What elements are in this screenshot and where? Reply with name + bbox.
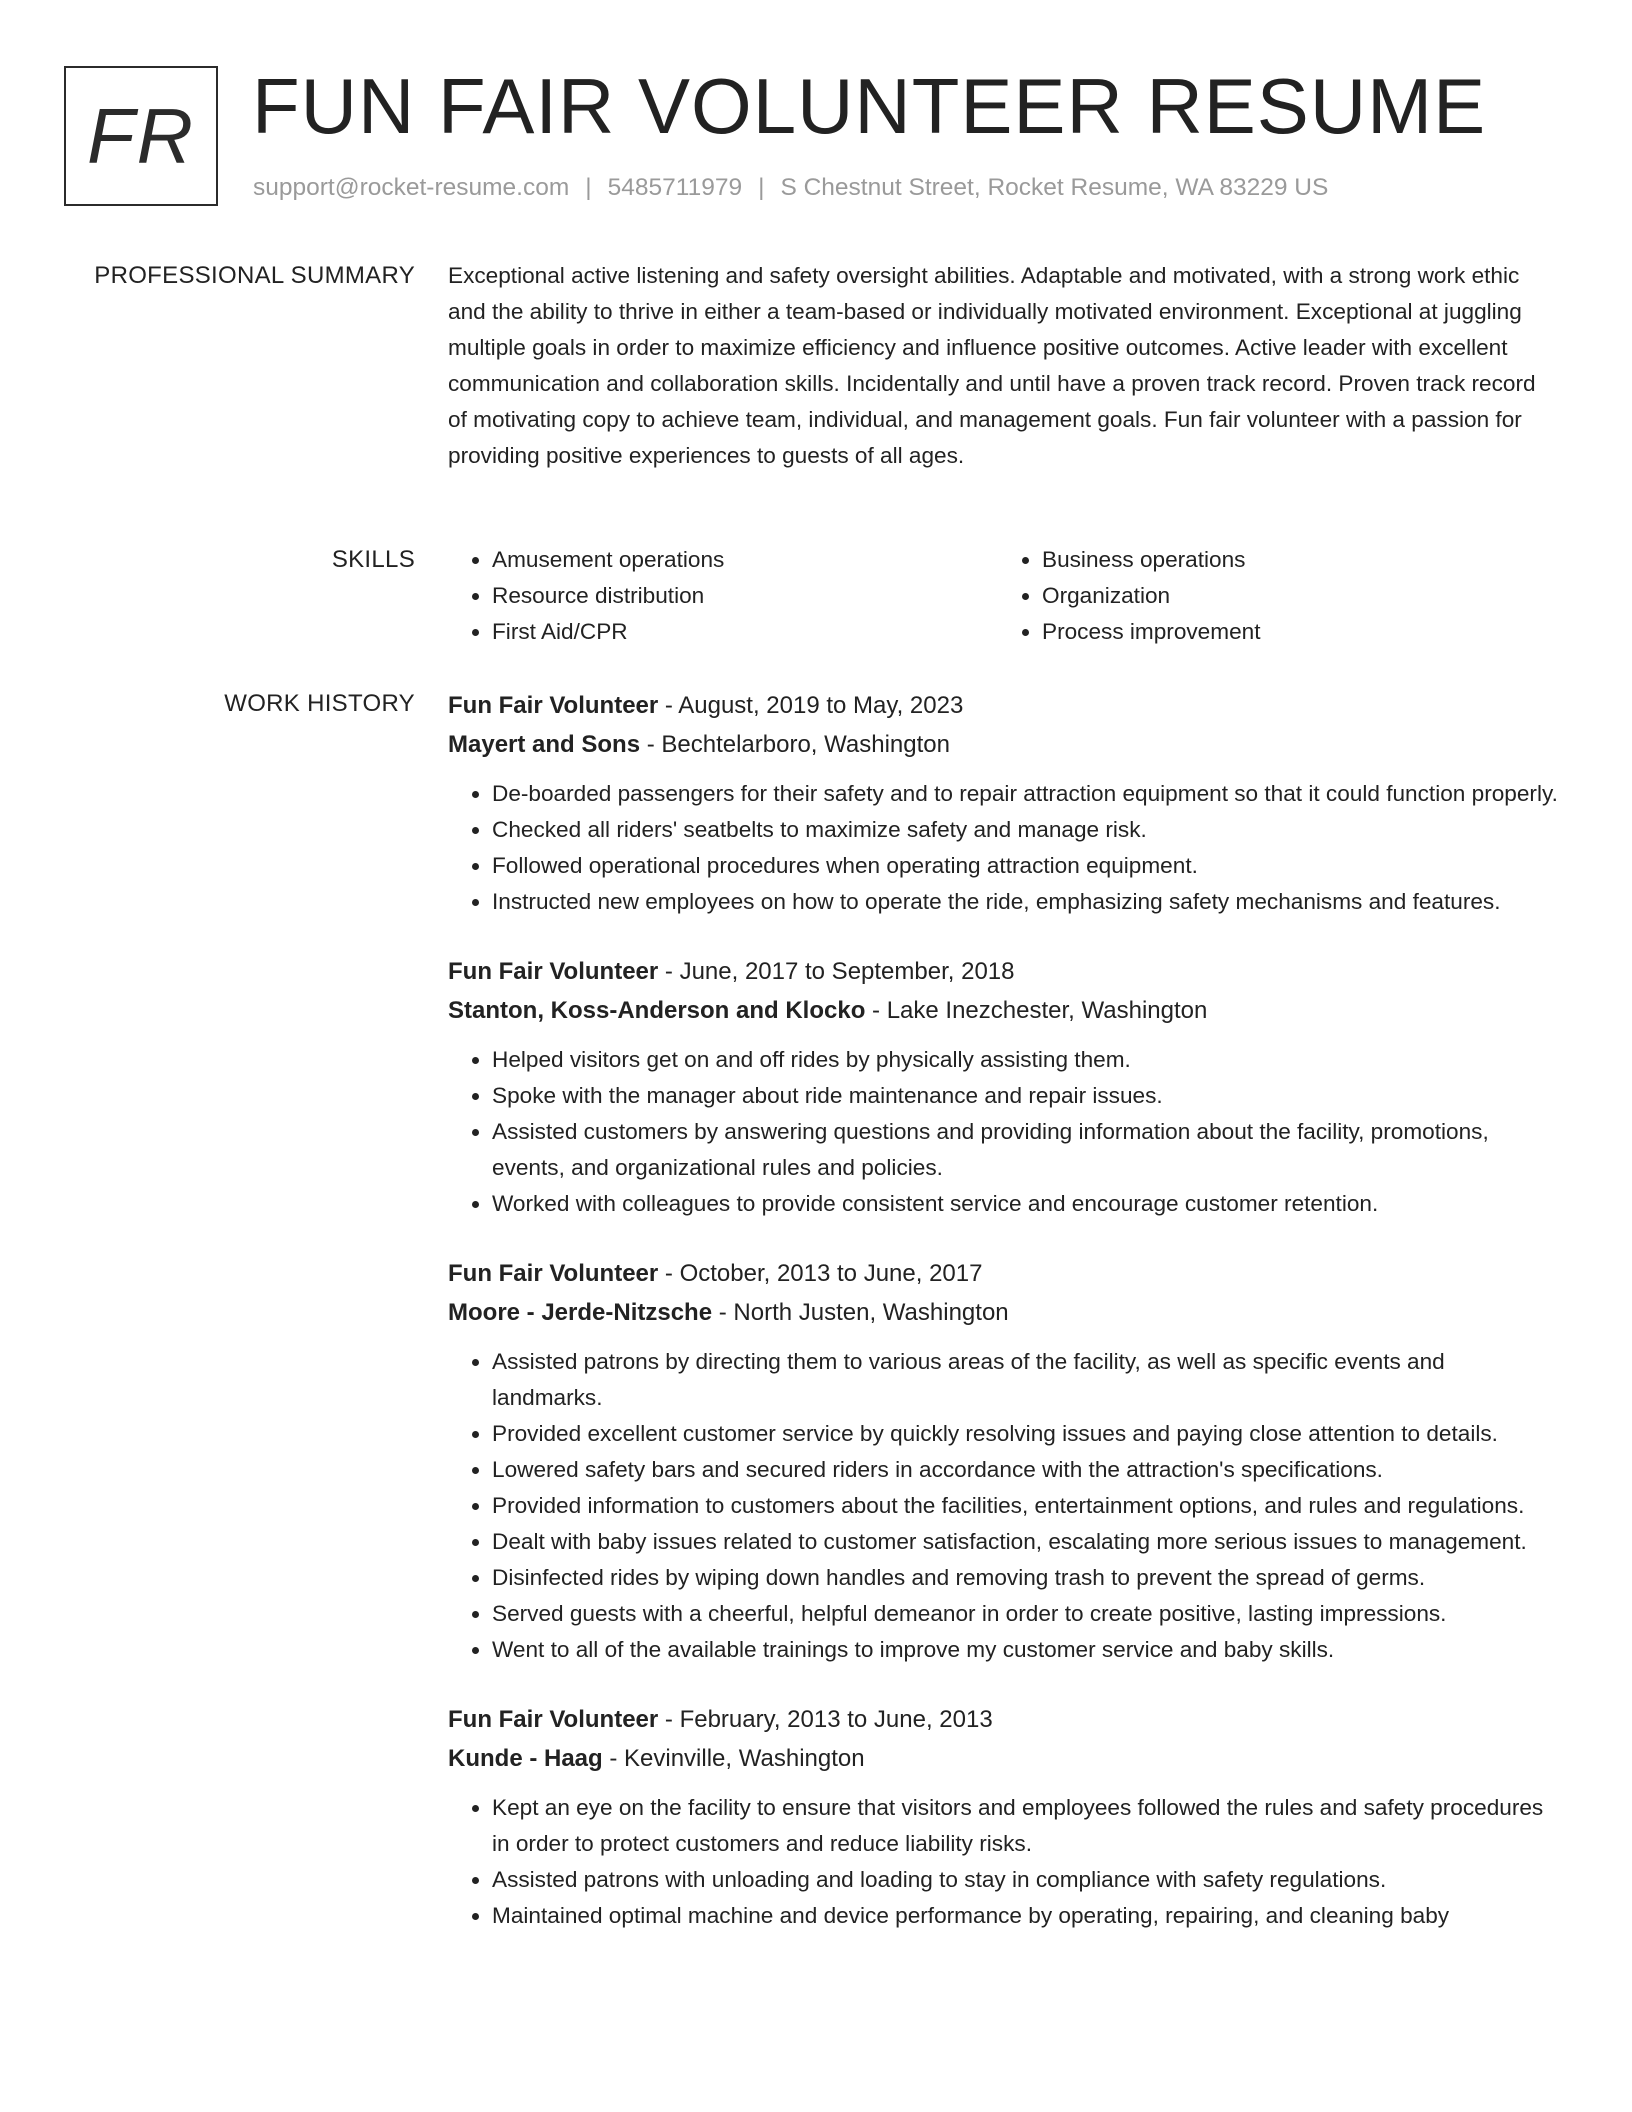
job-dates: - October, 2013 to June, 2017	[658, 1260, 983, 1287]
skills-heading: SKILLS	[331, 546, 415, 573]
job-bullet: • De-boarded passengers for their safety and to repair attraction equipment so that it could function properly.	[492, 776, 1560, 812]
job-location: - Lake Inezchester, Washington	[865, 997, 1208, 1024]
job-header	[448, 686, 1560, 725]
job-title: Fun Fair Volunteer	[448, 692, 659, 719]
job-bullet: • Helped visitors get on and off rides by physically assisting them.	[492, 1042, 1560, 1078]
contact-separator: |	[758, 174, 765, 201]
summary-heading: PROFESSIONAL SUMMARY	[94, 262, 415, 289]
job-location: - North Justen, Washington	[712, 1299, 1009, 1326]
job-company: Mayert and Sons	[448, 731, 641, 758]
job-location: - Bechtelarboro, Washington	[640, 731, 950, 758]
job-bullets	[448, 776, 1560, 920]
job-bullets	[448, 1042, 1560, 1222]
job-entry	[448, 686, 1560, 920]
resume-title: FUN FAIR VOLUNTEER RESUME	[252, 62, 1487, 150]
job-entry	[448, 1700, 1560, 1934]
job-bullet: • Lowered safety bars and secured riders in accordance with the attraction's specifications.	[492, 1452, 1560, 1488]
job-title: Fun Fair Volunteer	[448, 1260, 659, 1287]
job-bullet: • Served guests with a cheerful, helpful demeanor in order to create positive, lasting impressions.	[492, 1596, 1560, 1632]
job-dates: - February, 2013 to June, 2013	[658, 1706, 993, 1733]
skills-column-1	[448, 542, 998, 650]
job-bullets	[448, 1790, 1560, 1934]
job-bullet: • Spoke with the manager about ride maintenance and repair issues.	[492, 1078, 1560, 1114]
job-employer	[448, 991, 1560, 1030]
job-bullet: • Instructed new employees on how to operate the ride, emphasizing safety mechanisms and features.	[492, 884, 1560, 920]
job-bullet: • Disinfected rides by wiping down handles and removing trash to prevent the spread of germs.	[492, 1560, 1560, 1596]
job-bullet: • Provided information to customers about the facilities, entertainment options, and rules and regulations.	[492, 1488, 1560, 1524]
job-bullet: • Followed operational procedures when operating attraction equipment.	[492, 848, 1560, 884]
job-bullet: • Assisted patrons with unloading and loading to stay in compliance with safety regulations.	[492, 1862, 1560, 1898]
contact-email[interactable]: support@rocket-resume.com	[253, 174, 570, 201]
job-bullet: • Assisted customers by answering questions and providing information about the facility, promotions, events, and organizational rules and policies.	[492, 1114, 1560, 1186]
skills-column-2	[998, 542, 1548, 650]
job-bullets	[448, 1344, 1560, 1668]
job-bullet: • Kept an eye on the facility to ensure that visitors and employees followed the rules and safety procedures in order to protect customers and reduce liability risks.	[492, 1790, 1560, 1862]
job-bullet: • Went to all of the available trainings to improve my customer service and baby skills.	[492, 1632, 1560, 1668]
contact-separator: |	[585, 174, 592, 201]
job-dates: - August, 2019 to May, 2023	[658, 692, 964, 719]
contact-address: S Chestnut Street, Rocket Resume, WA 83229 US	[780, 174, 1329, 201]
job-bullet: • Provided excellent customer service by quickly resolving issues and paying close attention to details.	[492, 1416, 1560, 1452]
job-header	[448, 952, 1560, 991]
contact-phone[interactable]: 5485711979	[607, 174, 743, 201]
job-employer	[448, 1293, 1560, 1332]
skills-list	[448, 542, 1560, 650]
skill-item: • Process improvement	[1042, 614, 1548, 650]
job-location: - Kevinville, Washington	[602, 1745, 865, 1772]
skill-item: • Amusement operations	[492, 542, 998, 578]
work-history-heading: WORK HISTORY	[224, 690, 415, 717]
job-title: Fun Fair Volunteer	[448, 1706, 659, 1733]
job-header	[448, 1254, 1560, 1293]
job-bullet: • Checked all riders' seatbelts to maximize safety and manage risk.	[492, 812, 1560, 848]
job-company: Stanton, Koss-Anderson and Klocko	[448, 997, 866, 1024]
job-bullet: • Assisted patrons by directing them to various areas of the facility, as well as specific events and landmarks.	[492, 1344, 1560, 1416]
work-history-list	[448, 686, 1560, 1966]
skill-item: • Resource distribution	[492, 578, 998, 614]
job-bullet: • Dealt with baby issues related to customer satisfaction, escalating more serious issues to management.	[492, 1524, 1560, 1560]
skill-item: • Business operations	[1042, 542, 1548, 578]
job-dates: - June, 2017 to September, 2018	[658, 958, 1015, 985]
job-bullet: • Worked with colleagues to provide consistent service and encourage customer retention.	[492, 1186, 1560, 1222]
job-bullet: • Maintained optimal machine and device performance by operating, repairing, and cleaning baby	[492, 1898, 1560, 1934]
skill-item: • Organization	[1042, 578, 1548, 614]
job-header	[448, 1700, 1560, 1739]
contact-line	[253, 174, 1328, 202]
job-employer	[448, 725, 1560, 764]
job-company: Kunde - Haag	[448, 1745, 603, 1772]
job-entry	[448, 952, 1560, 1222]
job-entry	[448, 1254, 1560, 1668]
monogram-logo: FR	[64, 66, 218, 206]
job-company: Moore - Jerde-Nitzsche	[448, 1299, 713, 1326]
job-title: Fun Fair Volunteer	[448, 958, 659, 985]
skill-item: • First Aid/CPR	[492, 614, 998, 650]
summary-text: Exceptional active listening and safety oversight abilities. Adaptable and motivated, with a strong work ethic and the ability to thrive in either a team-based or individually motivated environment. Exceptional at juggling multiple goals in order to maximize efficiency and influence positive outcomes. Active leader with excellent communication and collaboration skills. Incidentally and until have a proven track record. Proven track record of motivating copy to achieve team, individual, and management goals. Fun fair volunteer with a passion for providing positive experiences to guests of all ages.	[448, 263, 1536, 468]
job-employer	[448, 1739, 1560, 1778]
